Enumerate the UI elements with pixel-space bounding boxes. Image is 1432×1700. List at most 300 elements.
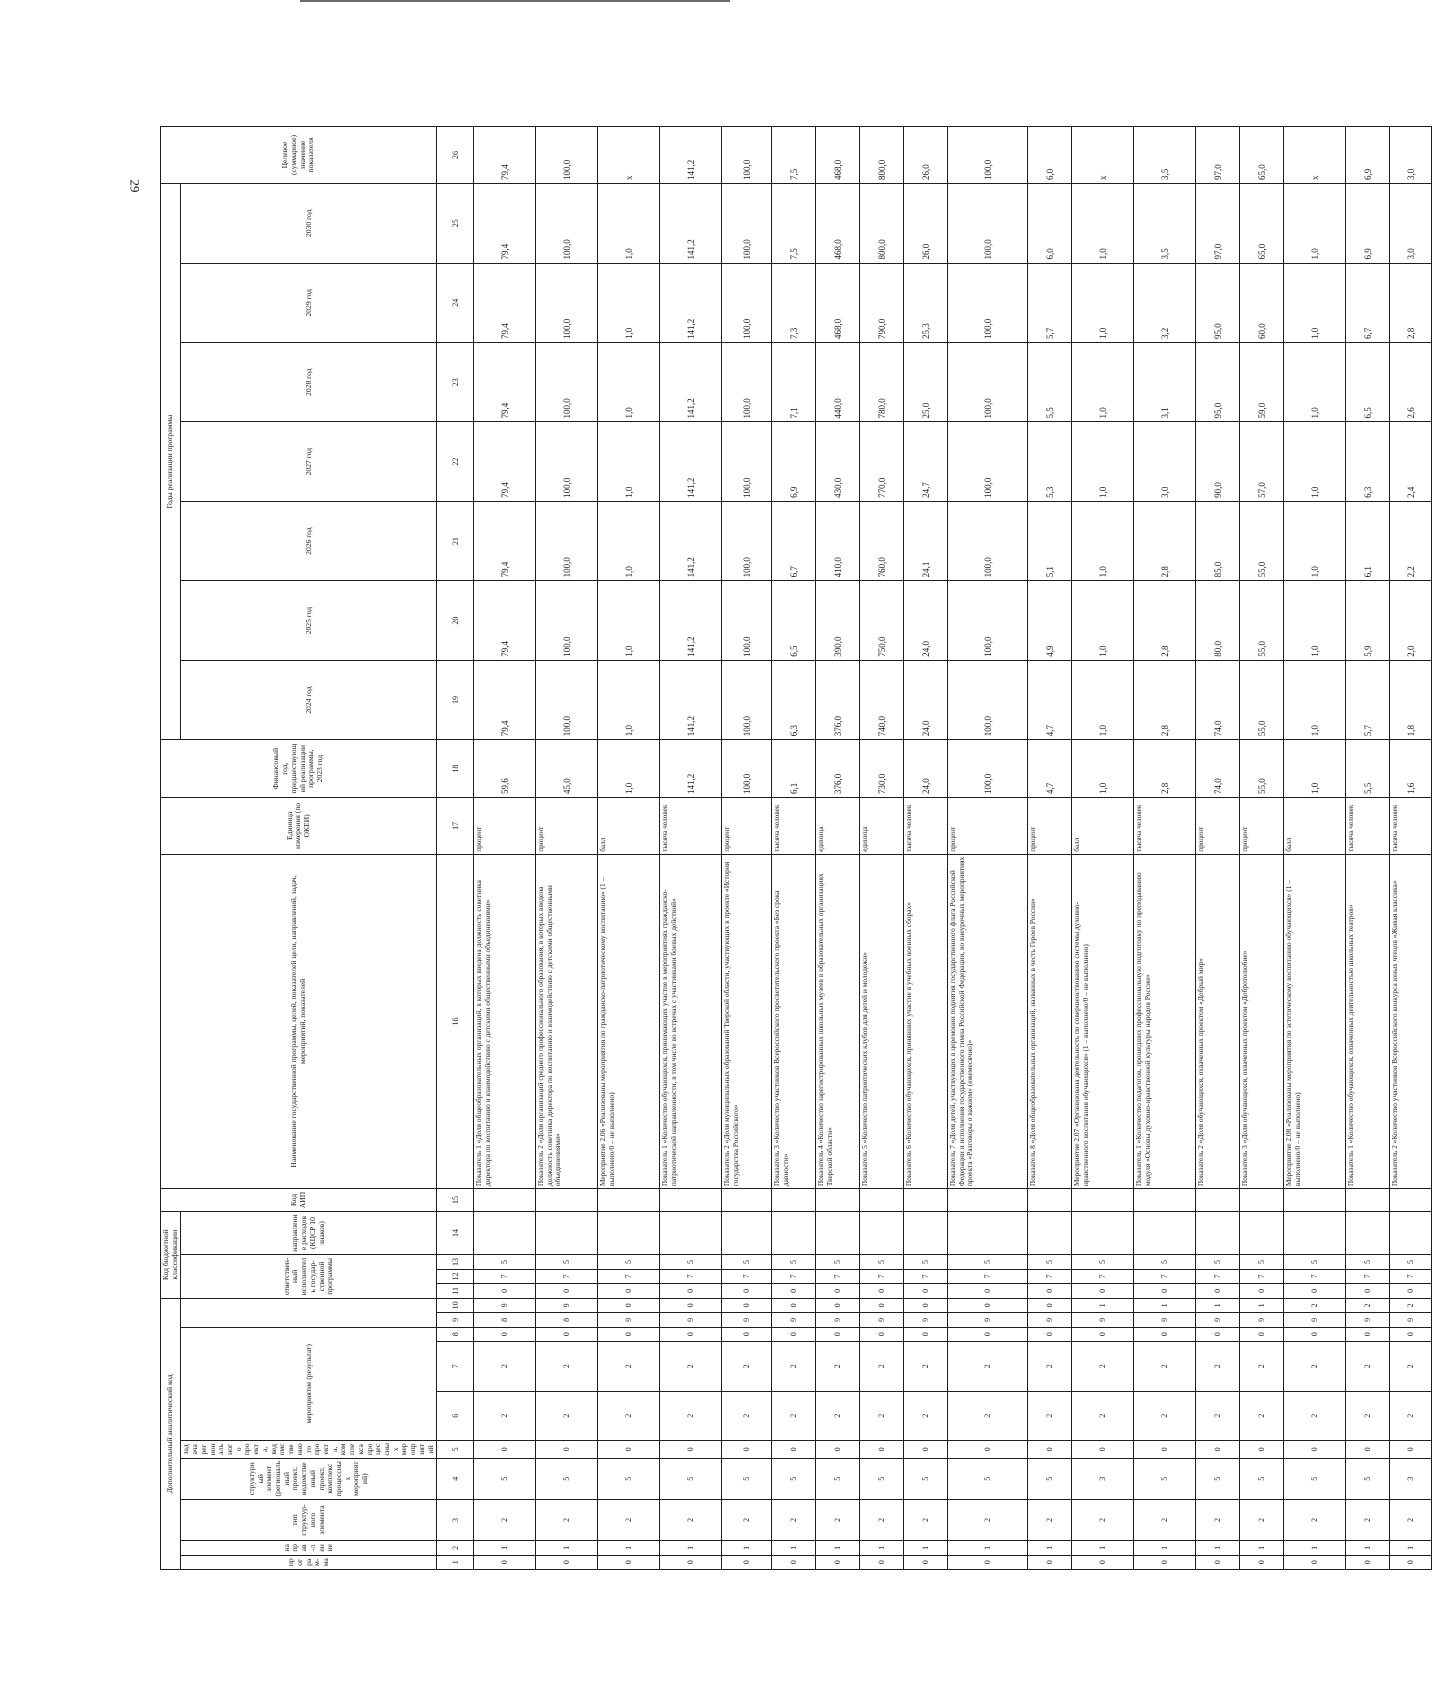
code-cell: 0 [772,1298,816,1313]
base-year-value-cell: 1,6 [1390,740,1432,798]
code-cell [1072,1211,1134,1254]
code-cell: 2 [948,1391,1028,1441]
code-cell [948,1189,1028,1212]
code-cell: 0 [816,1298,860,1313]
column-index-cell: 25 [437,184,474,264]
code-cell [1284,1211,1346,1254]
column-index-cell: 14 [437,1211,474,1254]
unit-cell: процент [722,798,772,855]
year-value-cell: 2,4 [1390,422,1432,501]
year-value-cell: 410,0 [816,501,860,580]
code-cell: 2 [474,1391,536,1441]
base-year-value-cell: 100,0 [948,740,1028,798]
code-cell: 5 [660,1458,722,1499]
table-row [598,127,660,1570]
code-cell: 0 [1390,1555,1432,1569]
year-value-cell: 24,1 [904,501,948,580]
code-cell: 5 [1134,1458,1196,1499]
code-cell: 2 [1134,1499,1196,1540]
code-cell: 5 [536,1255,598,1269]
code-cell: 2 [1390,1298,1432,1313]
code-cell: 0 [904,1441,948,1459]
code-cell: 0 [598,1441,660,1459]
year-value-cell: 141,2 [660,342,722,421]
year-value-cell: 6,9 [772,422,816,501]
code-cell: 0 [660,1327,722,1341]
code-cell: 0 [1196,1327,1240,1341]
code-cell [860,1189,904,1212]
code-cell: 7 [660,1269,722,1283]
year-value-cell: 760,0 [860,501,904,580]
base-year-value-cell: 1,0 [598,740,660,798]
code-cell: 0 [1240,1327,1284,1341]
header-kod-aip: Код АИП [161,1189,437,1212]
code-cell: 0 [904,1327,948,1341]
year-value-cell: 770,0 [860,422,904,501]
code-cell [722,1211,772,1254]
code-cell: 0 [948,1441,1028,1459]
year-value-cell: 100,0 [722,342,772,421]
header-code-empty [181,1298,437,1327]
code-cell: 2 [816,1342,860,1392]
code-cell: 0 [474,1284,536,1298]
indicator-name-cell: Мероприятие 2.08 «Реализованы мероприятия по эстетическому воспитанию обучающихся» (1 – выполнено/0 – не выполнено) [1284,854,1346,1188]
target-value-cell: 3,5 [1134,127,1196,184]
code-cell: 2 [860,1342,904,1392]
code-cell: 0 [722,1441,772,1459]
code-cell: 9 [1240,1313,1284,1327]
code-cell [772,1211,816,1254]
year-value-cell: 100,0 [536,501,598,580]
code-cell [1390,1211,1432,1254]
code-cell: 1 [948,1541,1028,1555]
year-value-cell: 6,9 [1346,184,1390,264]
year-value-cell: 2,0 [1390,581,1432,660]
unit-cell: единица [860,798,904,855]
code-cell: 0 [1134,1441,1196,1459]
code-cell [816,1211,860,1254]
code-cell: 2 [1072,1342,1134,1392]
code-cell: 0 [1346,1555,1390,1569]
code-cell: 5 [474,1458,536,1499]
code-cell: 9 [1346,1313,1390,1327]
code-cell: 0 [1284,1284,1346,1298]
unit-cell: тысяча человек [904,798,948,855]
page-number: 29 [127,179,143,193]
code-cell: 0 [536,1555,598,1569]
base-year-value-cell: 59,6 [474,740,536,798]
code-cell: 1 [1028,1541,1072,1555]
year-value-cell: 1,0 [1072,342,1134,421]
code-cell: 5 [1028,1458,1072,1499]
indicator-name-cell: Показатель 2 «Доля муниципальных образований Тверской области, участвующих в проекте «История государства Российского» [722,854,772,1188]
code-cell: 1 [1284,1541,1346,1555]
code-cell: 2 [1284,1298,1346,1313]
code-cell: 2 [1028,1342,1072,1392]
code-cell: 0 [1072,1441,1134,1459]
code-cell: 0 [1284,1327,1346,1341]
code-cell: 5 [1134,1255,1196,1269]
code-cell: 5 [1390,1255,1432,1269]
code-cell: 0 [948,1298,1028,1313]
code-cell: 2 [660,1499,722,1540]
year-value-cell: 800,0 [860,184,904,264]
code-cell: 7 [816,1269,860,1283]
code-cell: 0 [772,1284,816,1298]
year-value-cell: 100,0 [536,342,598,421]
base-year-value-cell: 2,8 [1134,740,1196,798]
code-cell: 5 [1346,1255,1390,1269]
indicator-name-cell: Мероприятие 2.07 «Организована деятельность по совершенствованию системы духовно-нравственного воспитания обучающихся» (1 – выполнено/0 – не выполнено) [1072,854,1134,1188]
code-cell: 2 [474,1499,536,1540]
year-value-cell: 390,0 [816,581,860,660]
code-cell: 0 [816,1441,860,1459]
code-cell: 0 [860,1298,904,1313]
code-cell: 0 [722,1298,772,1313]
code-cell: 2 [1390,1499,1432,1540]
code-cell [1240,1211,1284,1254]
code-cell [772,1189,816,1212]
year-value-cell: 1,0 [1284,501,1346,580]
code-cell [1346,1211,1390,1254]
column-index-cell: 26 [437,127,474,184]
base-year-value-cell: 6,1 [772,740,816,798]
table-row [1390,127,1432,1570]
code-cell: 2 [536,1342,598,1392]
year-value-cell: 5,9 [1346,581,1390,660]
code-cell: 5 [772,1458,816,1499]
code-cell: 2 [772,1342,816,1392]
code-cell: 1 [1072,1541,1134,1555]
year-value-cell: 5,3 [1028,422,1072,501]
program-indicators-table [160,126,1432,1570]
year-value-cell: 79,4 [474,581,536,660]
code-cell: 9 [816,1313,860,1327]
year-value-cell: 5,7 [1028,263,1072,342]
year-value-cell: 1,0 [1284,422,1346,501]
header-fin-year: Финансовый год, предшествующий реализации программы, 2023 год [161,740,437,798]
indicator-name-cell: Показатель 5 «Количество патриотических клубов для детей и молодежи» [860,854,904,1188]
code-cell: 0 [1284,1555,1346,1569]
target-value-cell: 100,0 [536,127,598,184]
code-cell: 2 [1196,1499,1240,1540]
code-cell: 5 [660,1255,722,1269]
unit-cell: процент [1240,798,1284,855]
code-cell [474,1211,536,1254]
code-cell: 1 [772,1541,816,1555]
column-index-cell: 23 [437,342,474,421]
code-cell: 1 [1240,1541,1284,1555]
year-value-cell: 1,0 [1072,581,1134,660]
indicator-name-cell: Показатель 1 «Количество обучающихся, охваченных деятельностью школьных театров» [1346,854,1390,1188]
code-cell: 2 [904,1342,948,1392]
column-index-cell: 1 [437,1555,474,1569]
base-year-value-cell: 730,0 [860,740,904,798]
code-cell: 0 [722,1284,772,1298]
code-cell: 7 [474,1269,536,1283]
base-year-value-cell: 74,0 [1196,740,1240,798]
code-cell: 5 [1028,1255,1072,1269]
table-row [1134,127,1196,1570]
code-cell: 1 [1196,1541,1240,1555]
year-value-cell: 90,0 [1196,422,1240,501]
code-cell: 5 [1196,1458,1240,1499]
year-value-cell: 6,1 [1346,501,1390,580]
code-cell: 7 [1240,1269,1284,1283]
code-cell: 2 [598,1342,660,1392]
year-value-cell: 4,7 [1028,660,1072,739]
code-cell: 5 [598,1255,660,1269]
code-cell: 9 [1390,1313,1432,1327]
year-value-cell: 95,0 [1196,263,1240,342]
code-cell: 9 [474,1298,536,1313]
year-value-cell: 100,0 [948,184,1028,264]
code-cell: 2 [660,1391,722,1441]
code-cell: 0 [1134,1284,1196,1298]
column-index-cell: 15 [437,1189,474,1212]
year-value-cell: 141,2 [660,263,722,342]
code-cell: 5 [1240,1458,1284,1499]
code-cell [1196,1211,1240,1254]
year-value-cell: 57,0 [1240,422,1284,501]
code-cell: 0 [904,1298,948,1313]
code-cell [536,1211,598,1254]
code-cell: 0 [660,1284,722,1298]
year-value-cell: 2,8 [1134,501,1196,580]
indicator-name-cell: Показатель 2 «Доля организаций среднего профессионального образования, в которых введена должность советника директора по воспитанию и взаимодействию с детскими общественными объединениями» [536,854,598,1188]
year-value-cell: 100,0 [948,501,1028,580]
header-year-2028: 2028 год [181,342,437,421]
code-cell [1028,1189,1072,1212]
year-value-cell: 3,0 [1390,184,1432,264]
code-cell [1284,1189,1346,1212]
target-value-cell: 100,0 [948,127,1028,184]
column-index-cell: 13 [437,1255,474,1269]
code-cell: 2 [816,1499,860,1540]
code-cell: 7 [1028,1269,1072,1283]
code-cell: 0 [1390,1327,1432,1341]
code-cell: 1 [1134,1298,1196,1313]
table-row [474,127,536,1570]
code-cell: 0 [948,1327,1028,1341]
unit-cell: тысяча человек [660,798,722,855]
indicator-name-cell: Показатель 3 «Количество участников Всероссийского просветительского проекта «Без срока давности» [772,854,816,1188]
year-value-cell: 1,8 [1390,660,1432,739]
column-index-cell: 2 [437,1541,474,1555]
code-cell: 2 [1284,1499,1346,1540]
target-value-cell: 6,9 [1346,127,1390,184]
year-value-cell: 3,0 [1134,422,1196,501]
year-value-cell: 79,4 [474,422,536,501]
code-cell: 5 [722,1458,772,1499]
code-cell: 0 [1284,1441,1346,1459]
code-cell: 5 [1072,1255,1134,1269]
code-cell: 7 [1346,1269,1390,1283]
unit-cell: процент [1196,798,1240,855]
year-value-cell: 100,0 [536,581,598,660]
code-cell: 9 [772,1313,816,1327]
column-index-cell: 3 [437,1499,474,1540]
year-value-cell: 100,0 [722,263,772,342]
code-cell: 5 [1346,1458,1390,1499]
code-cell: 2 [1028,1391,1072,1441]
code-cell: 7 [1390,1269,1432,1283]
code-cell: 2 [474,1342,536,1392]
code-cell: 2 [1240,1391,1284,1441]
year-value-cell: 7,1 [772,342,816,421]
year-value-cell: 2,8 [1390,263,1432,342]
code-cell: 8 [474,1313,536,1327]
year-value-cell: 100,0 [536,660,598,739]
code-cell: 0 [1196,1284,1240,1298]
base-year-value-cell: 4,7 [1028,740,1072,798]
target-value-cell: 468,0 [816,127,860,184]
code-cell: 5 [948,1458,1028,1499]
code-cell: 9 [1284,1313,1346,1327]
year-value-cell: 79,4 [474,184,536,264]
column-index-cell: 4 [437,1458,474,1499]
year-value-cell: 1,0 [598,342,660,421]
year-value-cell: 6,3 [772,660,816,739]
code-cell [904,1211,948,1254]
code-cell: 5 [948,1255,1028,1269]
code-cell: 2 [816,1391,860,1441]
year-value-cell: 141,2 [660,422,722,501]
code-cell: 0 [904,1555,948,1569]
year-value-cell: 25,3 [904,263,948,342]
base-year-value-cell: 100,0 [722,740,772,798]
code-cell: 2 [1346,1342,1390,1392]
column-index-cell: 6 [437,1391,474,1441]
column-index-row [437,127,474,1570]
year-value-cell: 79,4 [474,660,536,739]
code-cell: 1 [1390,1541,1432,1555]
code-cell: 3 [1072,1458,1134,1499]
code-cell: 5 [904,1458,948,1499]
year-value-cell: 6,5 [772,581,816,660]
year-value-cell: 97,0 [1196,184,1240,264]
code-cell: 2 [1028,1499,1072,1540]
indicator-name-cell: Показатель 2 «Доля обучающихся, охваченных проектом «Добрый мир» [1196,854,1240,1188]
year-value-cell: 79,4 [474,501,536,580]
code-cell: 7 [904,1269,948,1283]
code-cell: 0 [904,1284,948,1298]
code-cell: 0 [598,1327,660,1341]
year-value-cell: 6,7 [1346,263,1390,342]
code-cell: 0 [1240,1441,1284,1459]
year-value-cell: 1,0 [598,263,660,342]
header-budget-code: Код бюджетной классификации [161,1211,181,1298]
code-cell: 2 [772,1391,816,1441]
target-value-cell: 3,0 [1390,127,1432,184]
column-index-cell: 21 [437,501,474,580]
table-row [660,127,722,1570]
unit-cell: балл [598,798,660,855]
code-cell: 9 [1134,1313,1196,1327]
target-value-cell: 79,4 [474,127,536,184]
code-cell: 0 [772,1555,816,1569]
code-cell: 0 [816,1327,860,1341]
header-year-2030: 2030 год [181,184,437,264]
code-cell: 2 [536,1499,598,1540]
year-value-cell: 750,0 [860,581,904,660]
year-value-cell: 100,0 [948,581,1028,660]
code-cell: 0 [1134,1555,1196,1569]
year-value-cell: 6,5 [1346,342,1390,421]
year-value-cell: 1,0 [1072,660,1134,739]
code-cell: 1 [474,1541,536,1555]
year-value-cell: 100,0 [722,184,772,264]
code-cell: 7 [722,1269,772,1283]
year-value-cell: 100,0 [536,184,598,264]
header-code-napravlenie: направ-ление [181,1541,437,1555]
year-value-cell: 141,2 [660,581,722,660]
target-value-cell: х [1072,127,1134,184]
code-cell: 0 [660,1298,722,1313]
header-year-2026: 2026 год [181,501,437,580]
year-value-cell: 60,0 [1240,263,1284,342]
code-cell: 8 [536,1313,598,1327]
code-cell: 2 [1240,1499,1284,1540]
code-cell: 0 [1196,1441,1240,1459]
code-cell: 2 [1240,1342,1284,1392]
year-value-cell: 780,0 [860,342,904,421]
code-cell: 0 [598,1555,660,1569]
indicator-name-cell: Показатель 8 «Доля общеобразовательных организаций, названных в честь Героев России» [1028,854,1072,1188]
table-row [816,127,860,1570]
base-year-value-cell: 5,5 [1346,740,1390,798]
code-cell: 0 [474,1327,536,1341]
code-cell: 2 [722,1342,772,1392]
base-year-value-cell: 45,0 [536,740,598,798]
header-year-2027: 2027 год [181,422,437,501]
year-value-cell: 1,0 [598,581,660,660]
scan-artifact-line [300,0,730,2]
code-cell: 1 [1134,1541,1196,1555]
table-row [1028,127,1072,1570]
code-cell: 0 [722,1555,772,1569]
code-cell: 0 [536,1327,598,1341]
base-year-value-cell: 24,0 [904,740,948,798]
code-cell: 0 [1072,1555,1134,1569]
year-value-cell: 100,0 [948,342,1028,421]
year-value-cell: 1,0 [1284,342,1346,421]
year-value-cell: 376,0 [816,660,860,739]
header-budget-ispolnitel: ответствен-ный исполнитель государ-ственной программы [181,1255,437,1298]
code-cell: 0 [1028,1327,1072,1341]
header-years-group: Годы реализации программы [161,184,181,740]
target-value-cell: 65,0 [1240,127,1284,184]
year-value-cell: 80,0 [1196,581,1240,660]
year-value-cell: 24,0 [904,660,948,739]
code-cell: 5 [1284,1458,1346,1499]
year-value-cell: 1,0 [1072,184,1134,264]
year-value-cell: 5,7 [1346,660,1390,739]
header-year-2029: 2029 год [181,263,437,342]
year-value-cell: 59,0 [1240,342,1284,421]
target-value-cell: 6,0 [1028,127,1072,184]
code-cell: 0 [1028,1441,1072,1459]
code-cell: 0 [1240,1284,1284,1298]
code-cell: 0 [1028,1284,1072,1298]
table-row [948,127,1028,1570]
code-cell: 1 [1240,1298,1284,1313]
code-cell: 2 [860,1499,904,1540]
column-index-cell: 17 [437,798,474,855]
year-value-cell: 468,0 [816,263,860,342]
year-value-cell: 55,0 [1240,660,1284,739]
year-value-cell: 5,1 [1028,501,1072,580]
